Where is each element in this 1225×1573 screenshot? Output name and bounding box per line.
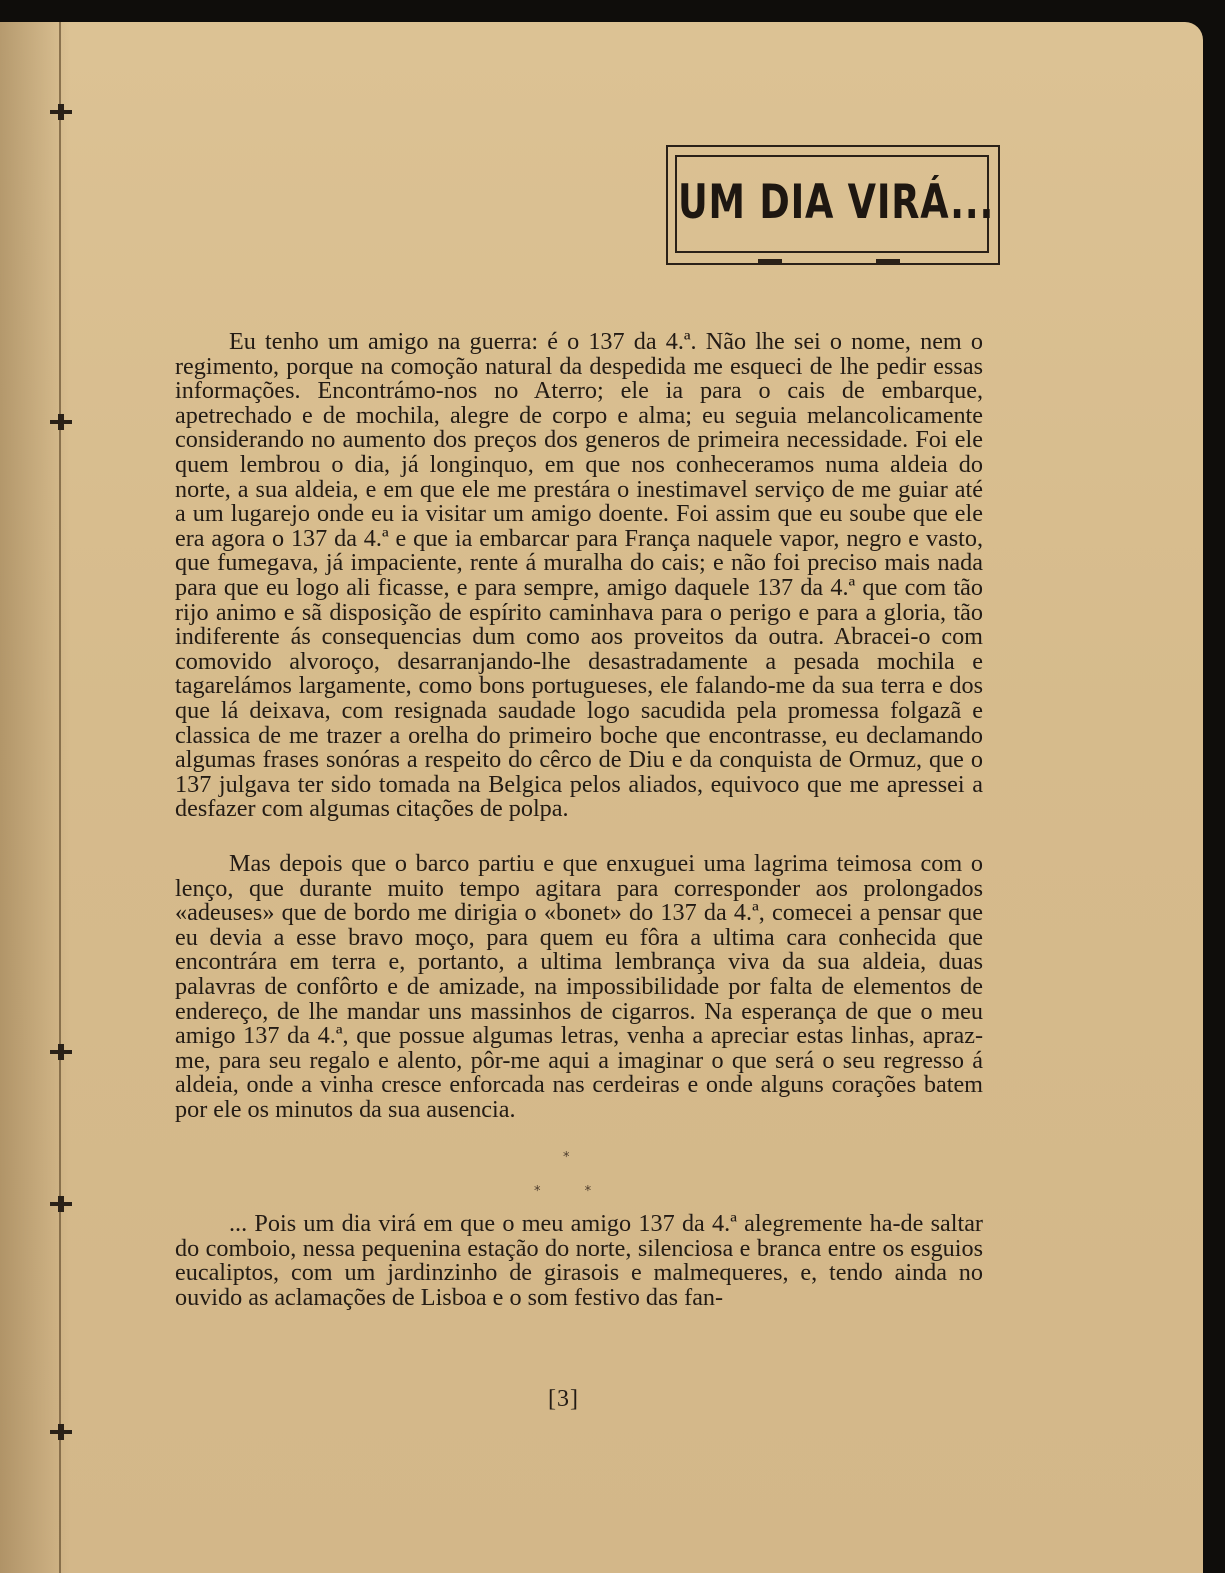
page-number: [3] <box>548 1386 579 1412</box>
paragraph-text: Eu tenho um amigo na guerra: é o 137 da 4.ª. Não lhe sei o nome, nem o regimento, porque na comoção natural da despedida me esqueci de lhe pedir essas informações. Encontrámo-nos no Aterro; ele ia para o cais de embarque, apetrechado e de mochila, alegre de corpo e alma; eu seguia melancolicamente considerando no aumento dos preços dos generos de primeira necessidade. Foi ele quem lembrou o dia, já longinquo, em que nos conheceramos numa aldeia do norte, a sua aldeia, e em que ele me prestára o inestimavel serviço de me guiar até a um lugarejo onde eu ia visitar um amigo doente. Foi assim que eu soube que ele era agora o 137 da 4.ª e que ia embarcar para França naquele vapor, negro e vasto, que fumegava, já impaciente, rente á muralha do cais; e não foi preciso mais nada para que eu logo ali ficasse, e para sempre, amigo daquele 137 da 4.ª que com tão rijo animo e sã disposição de espírito caminhava para o perigo e para a gloria, tão indiferente ás consequencias dum como aos proveitos da outra. Abracei-o com comovido alvoroço, desarranjando-lhe desastradamente a pesada mochila e tagarelámos largamente, como bons portugueses, ele falando-me da sua terra e dos que lá deixava, com resignada saudade logo sacudida pela promessa folgazã e classica de me trazer a orelha do primeiro boche que encontrasse, eu declamando algumas frases sonóras a respeito do cêrco de Diu e da conquista de Ormuz, que o 137 julgava ter sido tomada na Belgica pelos aliados, equivoco que me apressei a desfazer com algumas citações de polpa. <box>175 328 983 823</box>
paragraph-2 <box>175 852 983 1123</box>
title-frame-tab <box>876 259 900 265</box>
separator-asterisks: * * <box>534 1184 592 1199</box>
paragraph-text: Mas depois que o barco partiu e que enxuguei uma lagrima teimosa com o lenço, que durante muito tempo agitara para corresponder aos prolongados «adeuses» que de bordo me dirigia o «bonet» do 137 da 4.ª, comecei a pensar que eu devia a esse bravo moço, para quem eu fôra a ultima cara conhecida que encontrára em terra e, portanto, a ultima lembrança viva da sua aldeia, duas palavras de confôrto e de amizade, na impossibilidade por falta de elementos de endereço, de lhe mandar uns massinhos de cigarros. Na esperança de que o meu amigo 137 da 4.ª, que possue algumas letras, venha a apreciar estas linhas, apraz-me, para seu regalo e alento, pôr-me aqui a imaginar o que será o seu regresso á aldeia, onde a vinha cresce enforcada nas cerdeiras e onde alguns corações batem por ele os minutos da sua ausencia. <box>175 850 983 1123</box>
title-frame <box>666 145 998 263</box>
paragraph-text: ... Pois um dia virá em que o meu amigo 137 da 4.ª alegremente ha-de saltar do comboio, nessa pequenina estação do norte, silenciosa e branca entre os esguios eucaliptos, com um jardinzinho de girasois e malmequeres, e, tendo ainda no ouvido as aclamações de Lisboa e o som festivo das fan- <box>175 1210 983 1311</box>
paragraph-3 <box>175 1212 983 1310</box>
binding-fold <box>59 22 61 1573</box>
staple-mark <box>50 110 72 114</box>
staple-mark <box>50 1430 72 1434</box>
separator-asterisk: * <box>563 1150 570 1165</box>
page-title: UM DIA VIRÁ... <box>678 175 995 230</box>
title-frame-tab <box>758 259 782 265</box>
book-page <box>0 22 1203 1573</box>
staple-mark <box>50 1202 72 1206</box>
paragraph-1 <box>175 330 983 822</box>
staple-mark <box>50 1050 72 1054</box>
staple-mark <box>50 420 72 424</box>
